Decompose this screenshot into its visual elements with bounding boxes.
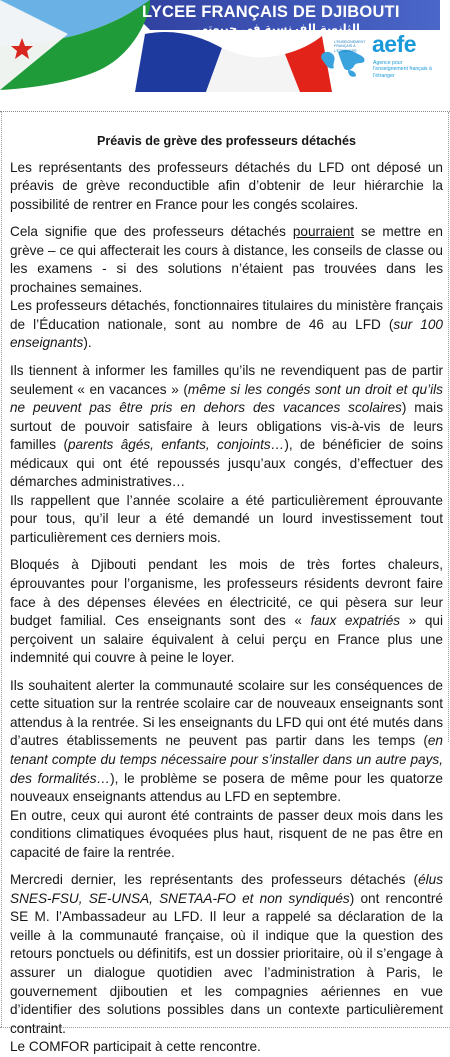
aefe-tagline: Agence pour l’enseignement français à l’étranger <box>373 60 432 79</box>
paragraph-8: En outre, ceux qui auront été contraints de passer deux mois dans les conditions climatiques évoquées plus haut, risquent de ne pas être en capacité de faire la rentrée. <box>10 807 443 860</box>
text-run: ) mais surtout de pouvoir satisfaire à leurs obligations vis-à-vis de leurs familles ( <box>10 400 443 453</box>
paragraph-6 <box>10 556 443 667</box>
italic-text: élus SNES-FSU, SE-UNSA, SNETAA-FO et non syndiqués <box>10 872 443 906</box>
school-name: LYCEE FRANÇAIS DE DJIBOUTI <box>142 3 400 21</box>
italic-text: en tenant compte du temps nécessaire pour s’installer dans un autre pays, des formalités… <box>10 733 443 786</box>
text-run: » qui perçoivent un salaire équivalent à celui perçu en France plus une indemnité qui couvre à peine le loyer. <box>10 613 443 666</box>
network-label: L’ENSEIGNEMENT FRANÇAIS À L’ÉTRANGER <box>334 40 366 53</box>
article-title: Préavis de grève des professeurs détachés <box>96 134 356 148</box>
paragraph-1: Les représentants des professeurs détachés du LFD ont déposé un préavis de grève reconductible afin d’obtenir de leur hiérarchie la possibilité de rentrer en France pour les congés scolaires. <box>10 159 443 212</box>
right-border <box>448 112 449 742</box>
italic-text: faux expatriés <box>310 613 401 629</box>
aefe-logo: aefe <box>372 31 417 57</box>
text-run: Mercredi dernier, les représentants des professeurs détachés ( <box>10 872 419 888</box>
paragraph-2 <box>10 223 443 297</box>
text-run: Ils tiennent à informer les familles qu’ils ne revendiquent pas de partir seulement « en vacances » ( <box>10 363 443 397</box>
text-run: Les professeurs détachés, fonctionnaires titulaires du ministère français de l’Éducation nationale, sont au nombre de 46 au LFD ( <box>10 298 443 332</box>
article <box>10 132 443 1057</box>
text-run: ) ont rencontré SE M. l’Ambassadeur au LFD. Il leur a rappelé sa déclaration de la veille à la communauté française, où il indique que la question des retours ponctuels ou définitifs, est un dossier prioritaire, où il s’engage à assurer un dialogue quotidien avec l’administration à Paris, le gouvernement djiboutien et les compagnies aériennes en vue d’identifier des solutions possibles dans un contexte particulièrement contraint. <box>10 890 443 1036</box>
text-run: se mettre en grève – ce qui affecterait les cours à distance, les conseils de classe ou les examens - si des solutions n’étaient pas trouvées dans les prochaines semaines. <box>10 224 443 295</box>
text-run: Bloqués à Djibouti pendant les mois de très fortes chaleurs, éprouvantes pour l’organisme, les professeurs résidents devront faire face à des dépenses élevées en électricité, ce qui pèsera sur leur budget familial. Ces enseignants sont des « <box>10 557 443 629</box>
france-flag-icon <box>135 32 332 92</box>
header-banner <box>0 0 450 92</box>
text-run: ). <box>83 335 92 351</box>
paragraph-5: Ils rappellent que l’année scolaire a été particulièrement éprouvante pour tous, qu’il leur a été demandé un lourd investissement tout particulièrement ces derniers mois. <box>10 492 443 545</box>
text-run: ), de bénéficier de soins médicaux qui ont été repoussés jusqu’aux congés, d’effectuer des démarches administratives… <box>10 437 444 490</box>
paragraph-3 <box>10 297 443 353</box>
paragraph-10: Le COMFOR participait à cette rencontre. <box>10 1039 261 1055</box>
paragraph-4 <box>10 362 443 492</box>
italic-text: parents âgés, enfants, conjoints… <box>67 437 285 453</box>
section-divider <box>0 111 450 112</box>
left-border <box>1 112 2 1027</box>
djibouti-flag-icon <box>0 0 150 90</box>
italic-text: sur 100 enseignants <box>10 316 443 351</box>
paragraph-9 <box>10 871 443 1038</box>
underlined-text: pourraient <box>292 224 355 240</box>
school-name-arabic: الثانوية الفرنسية في جيبوتي <box>196 21 360 35</box>
text-run: ), le problème se posera de même pour les quatorze nouveaux enseignants attendus au LFD en septembre. <box>10 770 443 805</box>
paragraph-7 <box>10 677 443 807</box>
italic-text: même si les congés sont un droit et qu’ils ne peuvent pas être pris en dehors des vacances scolaires <box>10 381 443 416</box>
text-run: Cela signifie que des professeurs détachés <box>10 224 293 240</box>
text-run: Ils souhaitent alerter la communauté scolaire sur les conséquences de cette situation sur la rentrée scolaire car de nouveaux enseignants sont attendus à la rentrée. Si les enseignants du LFD qui ont été mutés dans d’autres établissements ne peuvent pas partir dans les temps ( <box>10 677 443 749</box>
